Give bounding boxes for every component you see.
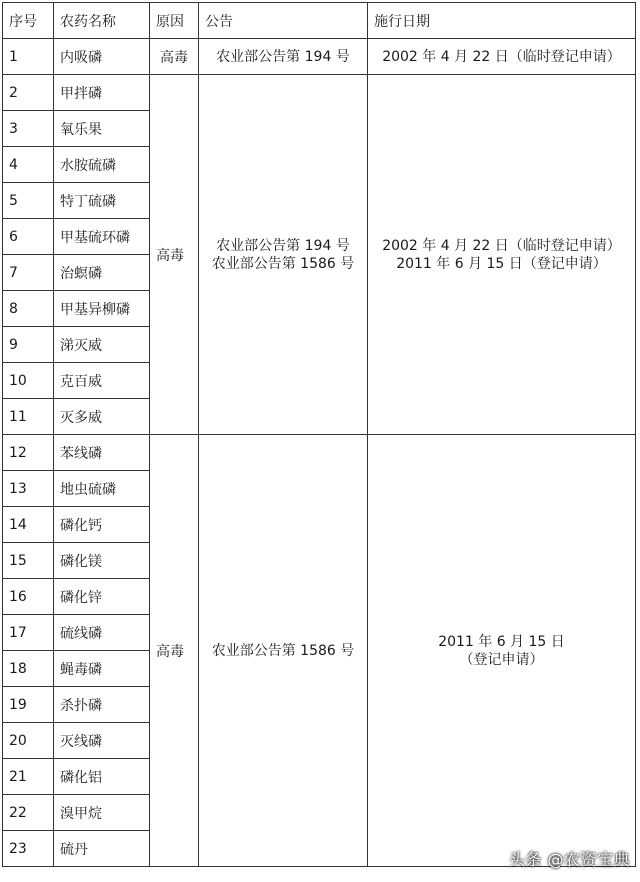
row-index: 10 (3, 363, 54, 399)
date-line: 2011 年 6 月 15 日（登记申请） (396, 255, 607, 272)
table-row (3, 75, 636, 111)
watermark-text: 头条 @农资宝典 (508, 850, 630, 869)
table-row (3, 435, 636, 471)
pesticide-name: 苯线磷 (54, 435, 150, 471)
table-header-row (3, 3, 636, 39)
date-line: 2002 年 4 月 22 日（临时登记申请） (382, 237, 621, 254)
pesticide-name: 水胺硫磷 (54, 147, 150, 183)
date-line: 2002 年 4 月 22 日（临时登记申请） (382, 48, 621, 65)
notice-cell (199, 39, 368, 75)
date-cell (368, 75, 636, 435)
pesticide-name: 特丁硫磷 (54, 183, 150, 219)
pesticide-name: 治螟磷 (54, 255, 150, 291)
date-cell (368, 39, 636, 75)
row-index: 11 (3, 399, 54, 435)
row-index: 6 (3, 219, 54, 255)
row-index: 21 (3, 759, 54, 795)
row-index: 19 (3, 687, 54, 723)
row-index: 5 (3, 183, 54, 219)
pesticide-name: 磷化镁 (54, 543, 150, 579)
pesticide-name: 磷化锌 (54, 579, 150, 615)
row-index: 15 (3, 543, 54, 579)
notice-line: 农业部公告第 1586 号 (211, 255, 355, 272)
pesticide-name: 甲基硫环磷 (54, 219, 150, 255)
pesticide-name: 克百威 (54, 363, 150, 399)
row-index: 20 (3, 723, 54, 759)
notice-cell (199, 75, 368, 435)
row-index: 8 (3, 291, 54, 327)
row-index: 23 (3, 831, 54, 867)
notice-line: 农业部公告第 194 号 (216, 237, 350, 254)
pesticide-name: 甲拌磷 (54, 75, 150, 111)
pesticide-name: 灭线磷 (54, 723, 150, 759)
pesticide-name: 硫线磷 (54, 615, 150, 651)
pesticide-name: 灭多威 (54, 399, 150, 435)
header-idx: 序号 (3, 3, 54, 39)
row-index: 13 (3, 471, 54, 507)
pesticide-name: 杀扑磷 (54, 687, 150, 723)
header-date: 施行日期 (368, 3, 636, 39)
pesticide-name: 磷化钙 (54, 507, 150, 543)
date-line: （登记申请） (459, 651, 544, 668)
header-name: 农药名称 (54, 3, 150, 39)
row-index: 3 (3, 111, 54, 147)
pesticide-name: 内吸磷 (54, 39, 150, 75)
reason-cell: 高毒 (150, 435, 199, 867)
row-index: 14 (3, 507, 54, 543)
reason-cell: 高毒 (150, 75, 199, 435)
row-index: 12 (3, 435, 54, 471)
pesticide-name: 磷化铝 (54, 759, 150, 795)
table-row (3, 39, 636, 75)
date-cell (368, 435, 636, 867)
notice-line: 农业部公告第 194 号 (216, 48, 350, 65)
pesticide-name: 地虫硫磷 (54, 471, 150, 507)
notice-line: 农业部公告第 1586 号 (211, 642, 355, 659)
row-index: 4 (3, 147, 54, 183)
pesticide-name: 氧乐果 (54, 111, 150, 147)
row-index: 9 (3, 327, 54, 363)
pesticide-name: 硫丹 (54, 831, 150, 867)
row-index: 18 (3, 651, 54, 687)
date-line: 2011 年 6 月 15 日 (438, 633, 565, 650)
pesticide-name: 溴甲烷 (54, 795, 150, 831)
pesticide-table (2, 2, 636, 867)
row-index: 16 (3, 579, 54, 615)
pesticide-name: 甲基异柳磷 (54, 291, 150, 327)
row-index: 2 (3, 75, 54, 111)
pesticide-name: 涕灭威 (54, 327, 150, 363)
header-reason: 原因 (150, 3, 199, 39)
row-index: 7 (3, 255, 54, 291)
pesticide-name: 蝇毒磷 (54, 651, 150, 687)
reason-cell: 高毒 (150, 39, 199, 75)
row-index: 1 (3, 39, 54, 75)
row-index: 22 (3, 795, 54, 831)
notice-cell (199, 435, 368, 867)
row-index: 17 (3, 615, 54, 651)
header-notice: 公告 (199, 3, 368, 39)
